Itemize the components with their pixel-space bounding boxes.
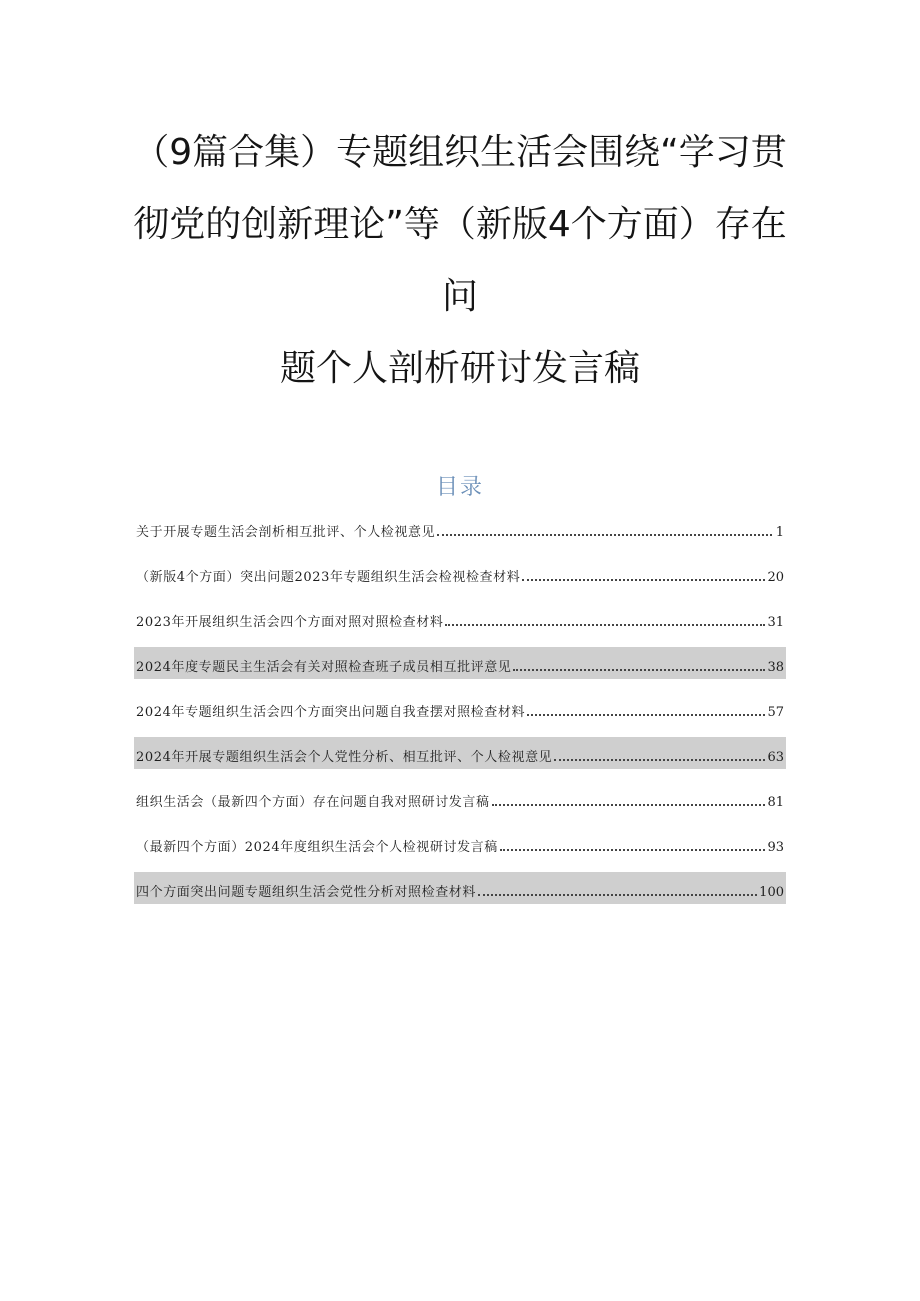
toc-leader-dots: [513, 669, 765, 671]
toc-entry[interactable]: [134, 737, 786, 769]
toc-entry-page: 57: [767, 705, 784, 720]
toc-entry[interactable]: [134, 692, 786, 724]
toc-leader-dots: [522, 579, 765, 581]
toc-entry-page: 1: [775, 525, 784, 540]
toc-entry-page: 63: [767, 750, 784, 765]
toc-entry-page: 93: [767, 840, 784, 855]
toc-leader-dots: [445, 624, 765, 626]
toc-leader-dots: [437, 534, 772, 536]
toc-entry-title: （新版4个方面）突出问题2023年专题组织生活会检视检查材料: [136, 570, 521, 585]
toc-entry-title: 关于开展专题生活会剖析相互批评、个人检视意见: [136, 525, 436, 540]
toc-entry-page: 100: [759, 885, 784, 900]
table-of-contents: [134, 512, 786, 917]
toc-entry[interactable]: [134, 872, 786, 904]
toc-entry-title: 2024年专题组织生活会四个方面突出问题自我查摆对照检查材料: [136, 705, 526, 720]
toc-entry[interactable]: [134, 647, 786, 679]
document-title: [0, 128, 920, 416]
toc-entry-title: 四个方面突出问题专题组织生活会党性分析对照检查材料: [136, 885, 477, 900]
title-line-3: 问: [441, 276, 478, 317]
toc-leader-dots: [492, 804, 766, 806]
toc-entry[interactable]: [134, 782, 786, 814]
toc-entry[interactable]: [134, 602, 786, 634]
title-line-4: 题个人剖析研讨发言稿: [279, 348, 640, 389]
title-line-2: 彻党的创新理论”等（新版4个方面）存在: [133, 204, 787, 245]
toc-entry[interactable]: [134, 512, 786, 544]
title-line-1: （9篇合集）专题组织生活会围绕“学习贯: [133, 132, 787, 173]
toc-entry-title: 组织生活会（最新四个方面）存在问题自我对照研讨发言稿: [136, 795, 490, 810]
toc-leader-dots: [500, 849, 766, 851]
toc-entry-title: 2024年度专题民主生活会有关对照检查班子成员相互批评意见: [136, 660, 512, 675]
toc-leader-dots: [478, 894, 757, 896]
toc-heading: 目录: [435, 475, 484, 500]
toc-entry-page: 31: [767, 615, 784, 630]
toc-entry-title: 2024年开展专题组织生活会个人党性分析、相互批评、个人检视意见: [136, 750, 553, 765]
toc-entry-page: 81: [767, 795, 784, 810]
toc-entry[interactable]: [134, 827, 786, 859]
toc-entry-page: 38: [767, 660, 784, 675]
toc-entry-page: 20: [767, 570, 784, 585]
toc-leader-dots: [554, 759, 765, 761]
toc-entry-title: （最新四个方面）2024年度组织生活会个人检视研讨发言稿: [136, 840, 498, 855]
toc-entry-title: 2023年开展组织生活会四个方面对照对照检查材料: [136, 615, 444, 630]
toc-leader-dots: [527, 714, 765, 716]
toc-entry[interactable]: [134, 557, 786, 589]
